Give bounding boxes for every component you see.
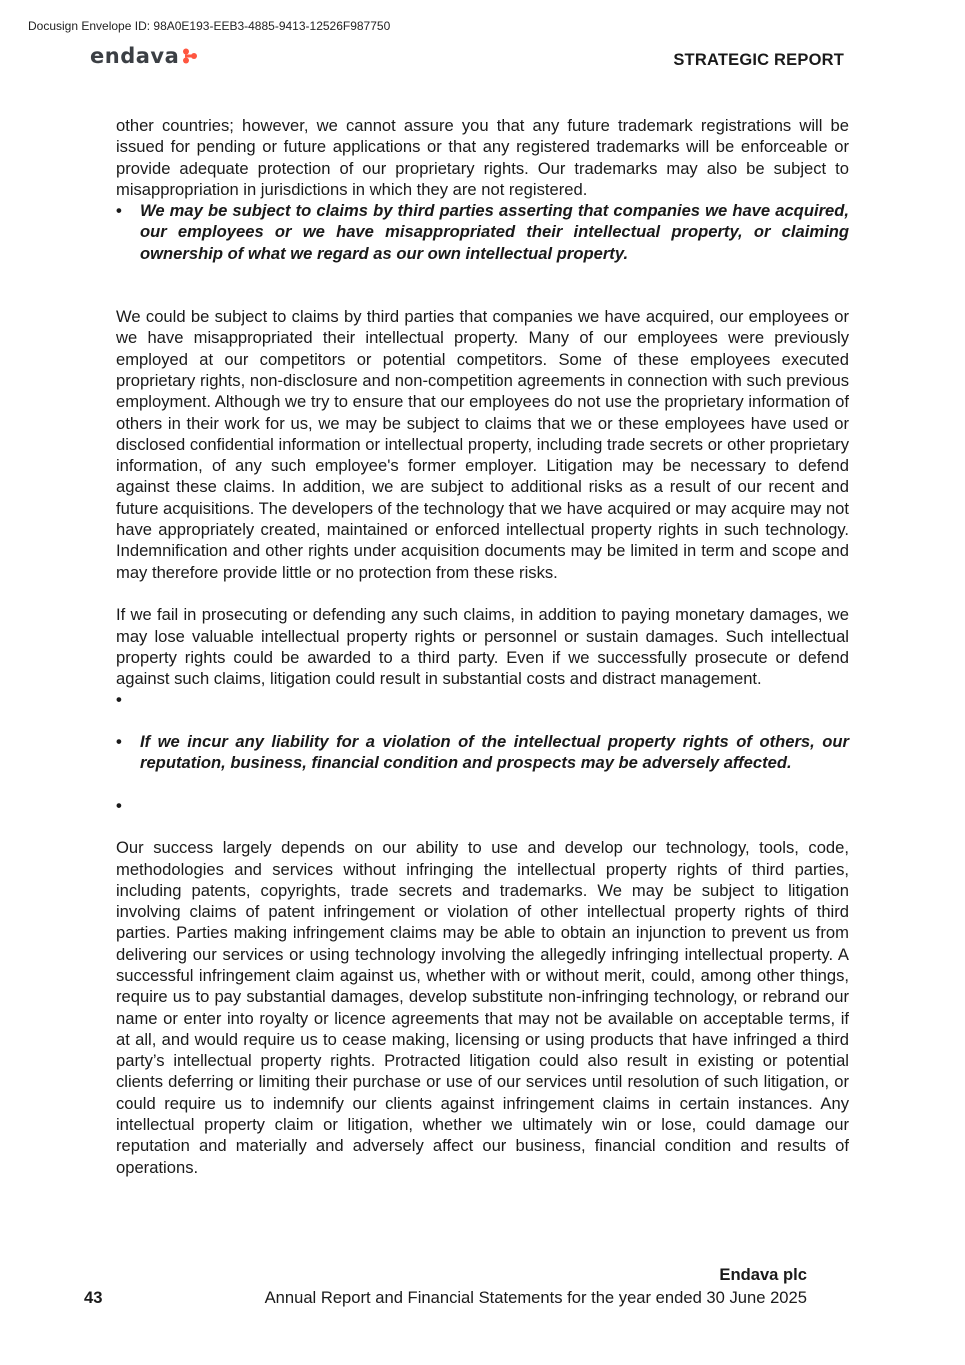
logo-wordmark: endava — [90, 44, 180, 68]
docusign-envelope-id: Docusign Envelope ID: 98A0E193-EEB3-4885-9413-12526F987750 — [28, 19, 391, 33]
bullet-symbol: • — [116, 690, 122, 710]
bullet-symbol: • — [116, 731, 122, 751]
risk-heading: If we incur any liability for a violation of the intellectual property rights of others, our reputation, business, financial condition and prospects may be adversely affected. — [140, 731, 849, 773]
risk-bullet-third-party-claims — [116, 200, 849, 264]
bullet-symbol: • — [116, 795, 122, 815]
empty-bullet — [116, 795, 849, 816]
document-body — [116, 115, 849, 1178]
paragraph-misappropriation-claims: We could be subject to claims by third parties that companies we have acquired, our employees or we have misappropriated their intellectual property. Many of our employees were previously employed at our competitors or potential competitors. Some of these employees executed proprietary rights, non-disclosure and non-competition agreements in connection with such previous employment. Although we try to ensure that our employees do not use the proprietary information of others in their work for us, we may be subject to claims that we or these employees have used or disclosed confidential information or intellectual property, including trade secrets or other proprietary information, of any such employee's former employer. Litigation may be necessary to defend against these claims. In addition, we are subject to additional risks as a result of our recent and future acquisitions. The developers of the technology that we have acquired or may acquire may not have appropriately created, maintained or enforced intellectual property rights in such technology. Indemnification and other rights under acquisition documents may be limited in term and scope and may therefore provide little or no protection from these risks. — [116, 307, 850, 582]
endava-mark-icon — [181, 47, 199, 65]
footer-report-title: Annual Report and Financial Statements for the year ended 30 June 2025 — [264, 1288, 807, 1307]
page-number: 43 — [84, 1288, 103, 1307]
section-title: STRATEGIC REPORT — [673, 51, 844, 69]
endava-logo — [90, 44, 199, 68]
paragraph-prosecuting-claims: If we fail in prosecuting or defending any such claims, in addition to paying monetary damages, we may lose valuable intellectual property rights or personnel or sustain damages. Such intellectual property rights could be awarded to a third party. Even if we successfully prosecute or defend against such claims, litigation could result in substantial costs and distract management. — [116, 605, 849, 689]
footer-company-name: Endava plc — [719, 1265, 807, 1284]
empty-bullet — [116, 689, 849, 710]
intro-paragraph: other countries; however, we cannot assure you that any future trademark registrations will be issued for pending or future applications or that any registered trademarks will be enforceable or provide adequate protection of our proprietary rights. Our trademarks may also be subject to misappropriation in jurisdictions in which they are not registered. — [116, 116, 849, 199]
paragraph-infringement-risk: Our success largely depends on our ability to use and develop our technology, tools, code, methodologies and services without infringing the intellectual property rights of third parties, including patents, copyrights, trade secrets and trademarks. We may be subject to litigation involving claims of patent infringement or violation of other intellectual property rights of third parties. Parties making infringement claims may be able to obtain an injunction to prevent us from delivering our services or using technology involving the allegedly infringing intellectual property. A successful infringement claim against us, whether with or without merit, could, among other things, require us to pay substantial damages, develop substitute non-infringing technology, or rebrand our name or enter into royalty or licence agreements that may not be available on acceptable terms, if at all, and would require us to cease making, licensing or using products that have infringed a third party’s intellectual property rights. Protracted litigation could also result in existing or potential clients deferring or limiting their purchase or use of our services until resolution of such litigation, or could require us to indemnify our clients against infringement claims in certain instances. Any intellectual property claim or litigation, whether we ultimately win or lose, could damage our reputation and materially and adversely affect our business, financial condition and results of operations. — [116, 838, 849, 1177]
risk-bullet-ip-liability — [116, 731, 849, 774]
risk-heading: We may be subject to claims by third parties asserting that companies we have acquired, our employees or we have misappropriated their intellectual property, or claiming ownership of what we regard as our own intellectual property. — [140, 201, 849, 263]
bullet-symbol: • — [116, 201, 122, 221]
